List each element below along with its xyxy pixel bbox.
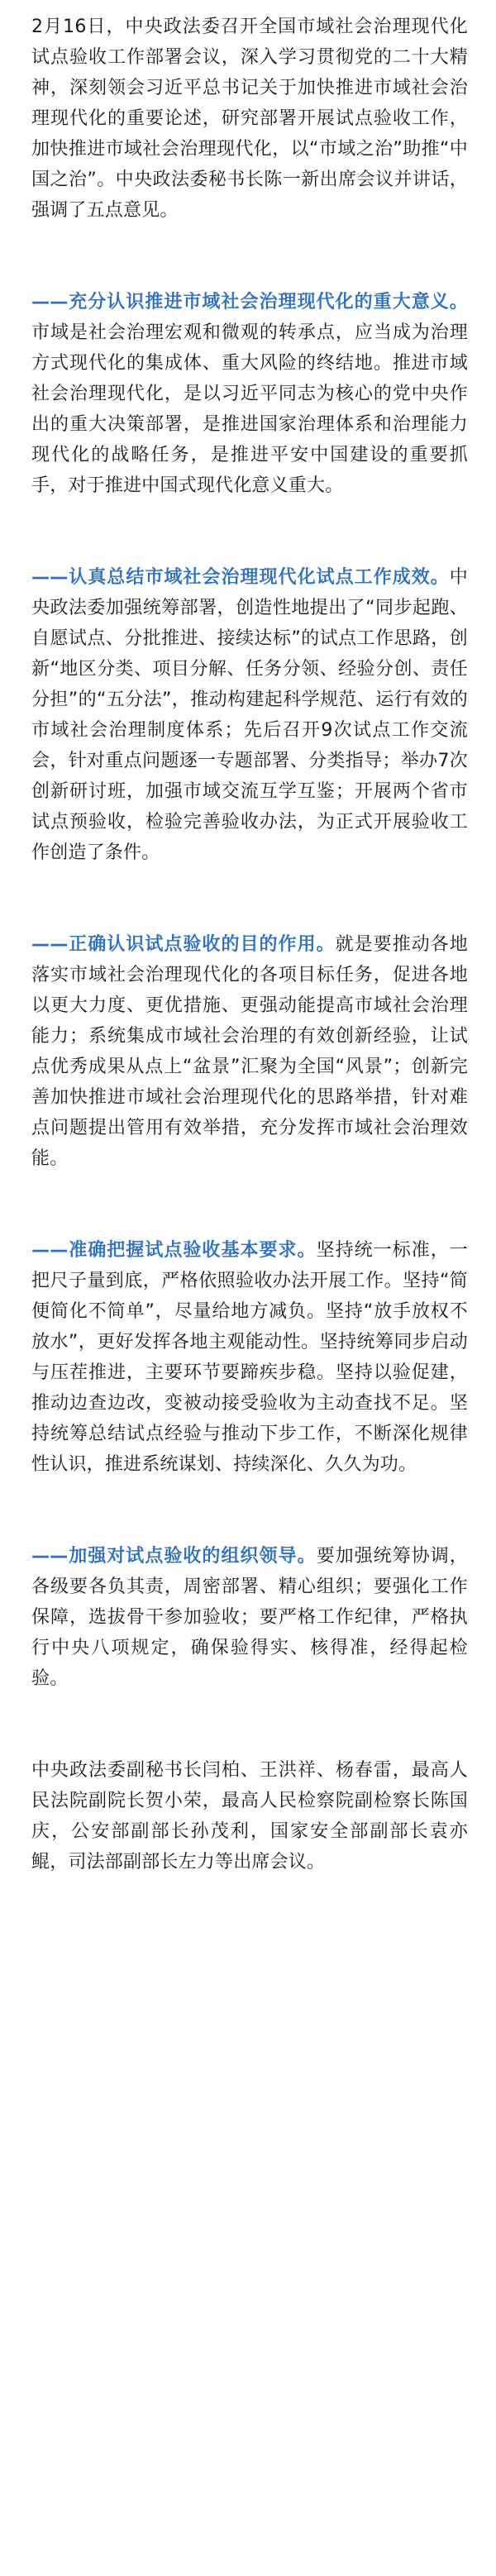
point-paragraph-3: [31, 929, 468, 1174]
point-paragraph-1: [31, 287, 468, 501]
point-body-1: 市域是社会治理宏观和微观的转承点，应当成为治理方式现代化的集成体、重大风险的终结地。推进市域社会治理现代化，是以习近平同志为核心的党中央作出的重大决策部署，是推进国家治理体系和治理能力现代化的战略任务，是推进平安中国建设的重要抓手，对于推进中国式现代化意义重大。: [31, 322, 468, 496]
point-paragraph-2: [31, 562, 468, 868]
point-body-3: 就是要推动各地落实市域社会治理现代化的各项目标任务，促进各地以更大力度、更优措施、更强动能提高市域社会治理能力；系统集成市域社会治理的有效创新经验，让试点优秀成果从点上“盆景”汇聚为全国“风景”；创新完善加快推进市域社会治理现代化的思路举措，针对难点问题提出管用有效举措，充分发挥市域社会治理效能。: [31, 934, 468, 1169]
point-body-5: 要加强统筹协调，各级要各负其责，周密部署、精心组织；要强化工作保障，选拔骨干参加验收；要严格工作纪律，严格执行中央八项规定，确保验得实、核得准，经得起检验。: [31, 1546, 468, 1689]
point-heading-3: ——正确认识试点验收的目的作用。: [31, 934, 336, 955]
point-paragraph-5: [31, 1541, 468, 1694]
point-heading-5: ——加强对试点验收的组织领导。: [31, 1546, 317, 1567]
point-heading-1: ——充分认识推进市域社会治理现代化的重大意义。: [31, 292, 468, 312]
point-body-2: 中央政法委加强统筹部署，创造性地提出了“同步起跑、自愿试点、分批推进、接续达标”的试点工作思路，创新“地区分类、项目分解、任务分领、经验分创、责任分担”的“五分法”，推动构建起科学规范、运行有效的市域社会治理制度体系；先后召开9次试点工作交流会，针对重点问题逐一专题部署、分类指导；举办7次创新研讨班，加强市域交流互学互鉴；开展两个省市试点预验收，检验完善验收办法，为正式开展验收工作创造了条件。: [31, 567, 468, 863]
point-heading-4: ——准确把握试点验收基本要求。: [31, 1240, 317, 1261]
point-heading-2: ——认真总结市域社会治理现代化试点工作成效。: [31, 567, 450, 588]
point-body-4: 坚持统一标准，一把尺子量到底，严格依照验收办法开展工作。坚持“简便简化不简单”，尽量给地方减负。坚持“放手放权不放水”，更好发挥各地主观能动性。坚持统筹同步启动与压茬推进，主要环节要蹄疾步稳。坚持以验促建，推动边查边改，变被动接受验收为主动查找不足。坚持统筹总结试点经验与推动下步工作，不断深化规律性认识，推进系统谋划、持续深化、久久为功。: [31, 1240, 468, 1475]
closing-paragraph: 中央政法委副秘书长闫柏、王洪祥、杨春雷，最高人民法院副院长贺小荣，最高人民检察院副检察长陈国庆，公安部副部长孙茂利，国家安全部副部长袁亦鲲，司法部副部长左力等出席会议。: [31, 1760, 468, 1872]
intro-paragraph: 2月16日，中央政法委召开全国市域社会治理现代化试点验收工作部署会议，深入学习贯彻党的二十大精神，深刻领会习近平总书记关于加快推进市域社会治理现代化的重要论述，研究部署开展试点验收工作，加快推进市域社会治理现代化，以“市域之治”助推“中国之治”。中央政法委秘书长陈一新出席会议并讲话，强调了五点意见。: [31, 17, 468, 221]
point-paragraph-4: [31, 1235, 468, 1480]
